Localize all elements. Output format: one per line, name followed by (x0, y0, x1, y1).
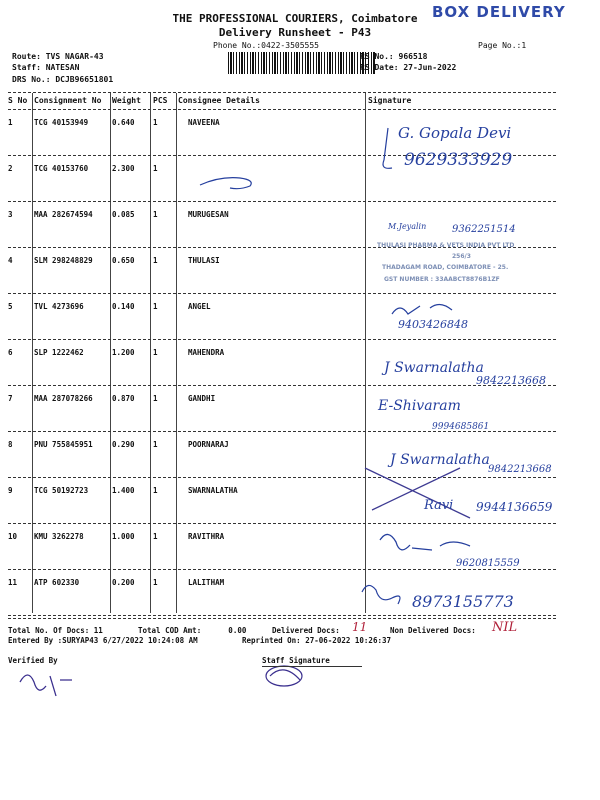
row-consignment: PNU 755845951 (34, 440, 93, 449)
row-weight: 0.085 (112, 210, 135, 219)
row-weight: 0.290 (112, 440, 135, 449)
route: Route: TVS NAGAR-43 (12, 52, 104, 61)
signature-name-8: J Swarnalatha (390, 452, 490, 468)
signature-phone-6: 9842213668 (476, 374, 546, 387)
row-sno: 1 (8, 118, 13, 127)
row-sno: 6 (8, 348, 13, 357)
rs-date: RS Date: 27-Jun-2022 (360, 63, 457, 72)
rubber-stamp-line3: THADAGAM ROAD, COIMBATORE - 25. (382, 264, 509, 271)
delivered-docs-label: Delivered Docs: (272, 626, 340, 635)
signature-phone-1: 9629333929 (404, 150, 513, 170)
row-consignment: TCG 40153760 (34, 164, 89, 173)
rubber-stamp-line2: 256/3 (452, 253, 471, 260)
row-sno: 8 (8, 440, 13, 449)
rs-number: RS No.: 966518 (360, 52, 428, 61)
phone-number: Phone No.:0422-3505555 (213, 41, 319, 50)
row-consignee: MAHENDRA (188, 348, 225, 357)
row-weight: 0.200 (112, 578, 135, 587)
row-weight: 1.200 (112, 348, 135, 357)
non-delivered-docs-value: NIL (492, 620, 518, 635)
row-pcs: 1 (153, 256, 158, 265)
signature-mark (362, 585, 400, 604)
row-sno: 11 (8, 578, 18, 587)
row-pcs: 1 (153, 532, 158, 541)
verified-signature (20, 675, 72, 696)
row-sno: 4 (8, 256, 13, 265)
rubber-stamp-line4: GST NUMBER : 33AABCT8876B1ZF (384, 276, 500, 283)
row-weight: 1.000 (112, 532, 135, 541)
signature-mark (380, 534, 470, 550)
row-consignment: TVL 4273696 (34, 302, 84, 311)
col-consignment: Consignment No (34, 96, 102, 105)
signature-phone-7: 9994685861 (432, 422, 490, 432)
signature-phone-5: 9403426848 (398, 318, 468, 331)
signature-name-1: G. Gopala Devi (398, 124, 512, 142)
entered-by: Entered By :SURYAP43 6/27/2022 10:24:08 AM (8, 636, 198, 645)
row-consignment: MAA 287078266 (34, 394, 93, 403)
row-consignee: RAVITHRA (188, 532, 225, 541)
signature-phone-3: 9362251514 (452, 224, 516, 235)
row-weight: 0.650 (112, 256, 135, 265)
row-pcs: 1 (153, 118, 158, 127)
signature-phone-11: 8973155773 (412, 592, 514, 611)
row-consignment: MAA 282674594 (34, 210, 93, 219)
bracket-mark (383, 128, 392, 168)
row-sno: 7 (8, 394, 13, 403)
signature-name-7: E-Shivaram (378, 398, 461, 414)
row-consignee: SWARNALATHA (188, 486, 238, 495)
row-pcs: 1 (153, 302, 158, 311)
staff-signature-mark (270, 670, 300, 680)
signature-line (262, 666, 362, 667)
signature-phone-9: 9944136659 (476, 500, 553, 514)
reprinted-on: Reprinted On: 27-06-2022 10:26:37 (242, 636, 392, 645)
row-pcs: 1 (153, 210, 158, 219)
company-title: THE PROFESSIONAL COURIERS, Coimbatore (172, 12, 418, 25)
row-weight: 2.300 (112, 164, 135, 173)
signature-note-3: M.Jeyalin (388, 222, 427, 231)
row-sno: 2 (8, 164, 13, 173)
col-pcs: PCS (153, 96, 168, 105)
row-weight: 0.870 (112, 394, 135, 403)
row-consignee: MURUGESAN (188, 210, 229, 219)
row-pcs: 1 (153, 440, 158, 449)
staff: Staff: NATESAN (12, 63, 80, 72)
row-consignee: NAVEENA (188, 118, 220, 127)
total-docs: Total No. Of Docs: 11 (8, 626, 103, 635)
col-consignee: Consignee Details (178, 96, 260, 105)
drs-number: DRS No.: DCJB96651801 (12, 75, 114, 84)
signature-name-9: Ravi (424, 498, 454, 513)
row-sno: 9 (8, 486, 13, 495)
row-pcs: 1 (153, 348, 158, 357)
signature-name-6: J Swarnalatha (384, 360, 484, 376)
row-weight: 0.140 (112, 302, 135, 311)
row-pcs: 1 (153, 578, 158, 587)
col-sno: S No (8, 96, 28, 105)
delivered-docs-count: 11 (352, 620, 368, 634)
row-weight: 0.640 (112, 118, 135, 127)
row-sno: 10 (8, 532, 18, 541)
row-consignment: TCG 50192723 (34, 486, 89, 495)
cross-mark (365, 468, 470, 518)
row-consignment: SLP 1222462 (34, 348, 84, 357)
col-signature: Signature (368, 96, 412, 105)
row-consignee: ANGEL (188, 302, 211, 311)
signature-phone-8: 9842213668 (488, 464, 552, 475)
row-pcs: 1 (153, 164, 158, 173)
total-cod: Total COD Amt: 0.00 (138, 626, 247, 635)
scribble-mark (200, 178, 251, 189)
row-sno: 5 (8, 302, 13, 311)
page-number: Page No.:1 (478, 41, 527, 50)
rubber-stamp-line1: THULASI PHARMA & VETS INDIA PVT LTD (377, 242, 515, 249)
box-delivery-stamp: BOX DELIVERY (432, 3, 566, 21)
col-weight: Weight (112, 96, 141, 105)
row-pcs: 1 (153, 394, 158, 403)
row-pcs: 1 (153, 486, 158, 495)
row-sno: 3 (8, 210, 13, 219)
signature-mark (392, 304, 452, 314)
row-consignment: ATP 602330 (34, 578, 80, 587)
row-consignment: TCG 40153949 (34, 118, 89, 127)
divider (8, 618, 556, 619)
row-weight: 1.400 (112, 486, 135, 495)
staff-signature-label: Staff Signature (262, 656, 330, 665)
row-consignee: LALITHAM (188, 578, 225, 587)
sheet-title: Delivery Runsheet - P43 (218, 26, 372, 39)
signature-phone-10: 9620815559 (456, 558, 520, 569)
verified-by-label: Verified By (8, 656, 58, 665)
row-consignee: THULASI (188, 256, 220, 265)
row-consignment: KMU 3262278 (34, 532, 84, 541)
non-delivered-docs-label: Non Delivered Docs: (390, 626, 476, 635)
row-consignment: SLM 298248829 (34, 256, 93, 265)
row-consignee: POORNARAJ (188, 440, 229, 449)
row-consignee: GANDHI (188, 394, 216, 403)
